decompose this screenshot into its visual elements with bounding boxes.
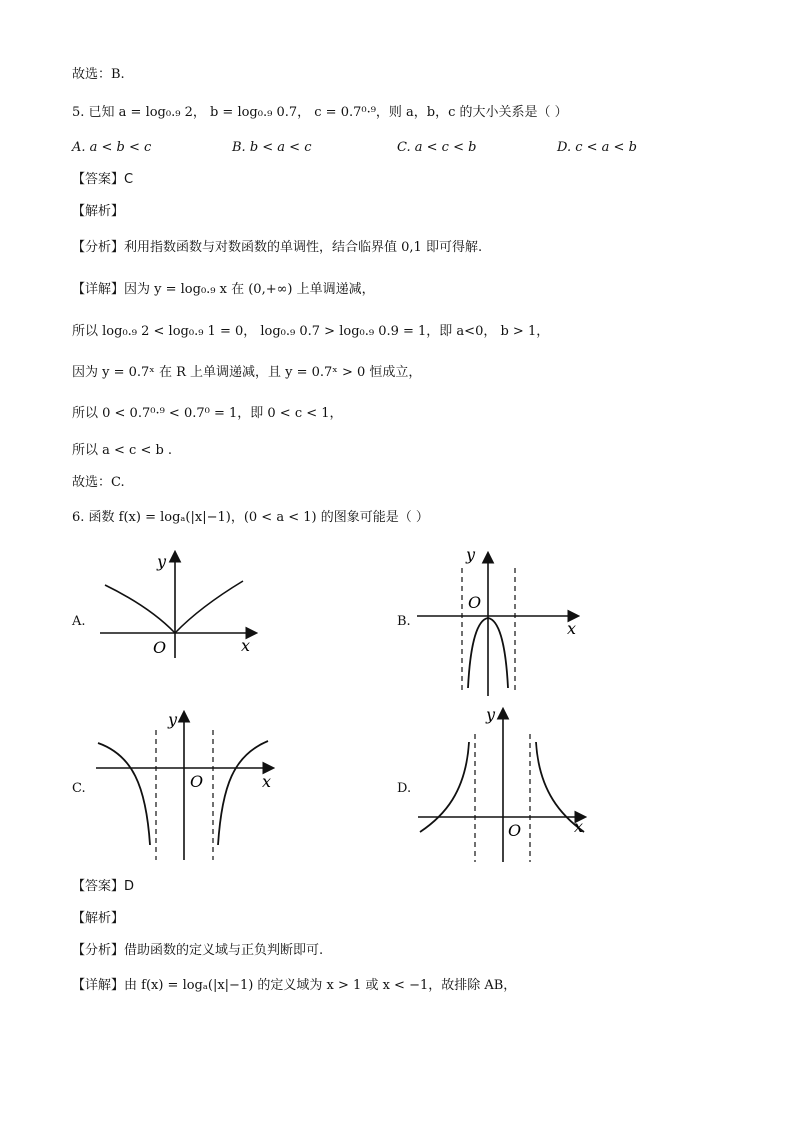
svg-text:O: O — [468, 593, 482, 612]
svg-text:x: x — [574, 817, 584, 836]
graph-label-c: C. — [72, 781, 86, 796]
svg-text:x: x — [262, 772, 272, 791]
text-line: 故选：C. — [72, 475, 125, 490]
option-a: A. a < b < c — [72, 140, 152, 155]
svg-text:y: y — [168, 710, 178, 729]
graph-c — [92, 705, 282, 865]
answer-5: 【答案】C — [72, 172, 134, 187]
y-axis-label: y — [157, 552, 167, 571]
step-4: 所以 a < c < b . — [72, 443, 173, 458]
origin-label: O — [153, 638, 167, 657]
option-c: C. a < c < b — [397, 140, 477, 155]
graph-b — [412, 548, 587, 698]
svg-text:y: y — [466, 548, 476, 564]
x-axis-label: x — [241, 636, 251, 655]
svg-text:x: x — [567, 619, 577, 638]
svg-text:y: y — [486, 705, 496, 724]
step-1: 所以 log₀.₉ 2 < log₀.₉ 1 = 0， log₀.₉ 0.7 > log₀.₉ 0.9 = 1，即 a<0， b > 1， — [72, 324, 550, 339]
analysis-6: 【分析】借助函数的定义域与正负判断即可. — [72, 943, 324, 958]
question-6: 6. 函数 f(x) = logₐ(|x|−1)，(0 < a < 1) 的图象可能是（ ） — [72, 510, 429, 525]
analysis-heading-6: 【解析】 — [72, 911, 125, 926]
option-b: B. b < a < c — [232, 140, 312, 155]
answer-6: 【答案】D — [72, 879, 135, 894]
graph-a — [95, 545, 265, 660]
analysis-5: 【分析】利用指数函数与对数函数的单调性，结合临界值 0,1 即可得解. — [72, 240, 483, 255]
text-line: 故选：B. — [72, 67, 125, 82]
graph-label-d: D. — [397, 781, 412, 796]
svg-text:O: O — [508, 821, 522, 840]
graph-label-b: B. — [397, 614, 411, 629]
step-3: 所以 0 < 0.7⁰·⁹ < 0.7⁰ = 1，即 0 < c < 1， — [72, 406, 343, 421]
question-5: 5. 已知 a = log₀.₉ 2， b = log₀.₉ 0.7， c = 0.7⁰·⁹，则 a，b，c 的大小关系是（ ） — [72, 105, 568, 120]
graph-d — [414, 704, 594, 866]
detail-6: 【详解】由 f(x) = logₐ(|x|−1) 的定义域为 x > 1 或 x < −1，故排除 AB， — [72, 978, 517, 993]
svg-text:O: O — [190, 772, 204, 791]
detail-5: 【详解】因为 y = log₀.₉ x 在 (0,+∞) 上单调递减， — [72, 282, 375, 297]
step-2: 因为 y = 0.7ˣ 在 R 上单调递减，且 y = 0.7ˣ > 0 恒成立， — [72, 365, 422, 380]
graph-label-a: A. — [72, 614, 86, 629]
analysis-heading-5: 【解析】 — [72, 204, 125, 219]
option-d: D. c < a < b — [557, 140, 637, 155]
